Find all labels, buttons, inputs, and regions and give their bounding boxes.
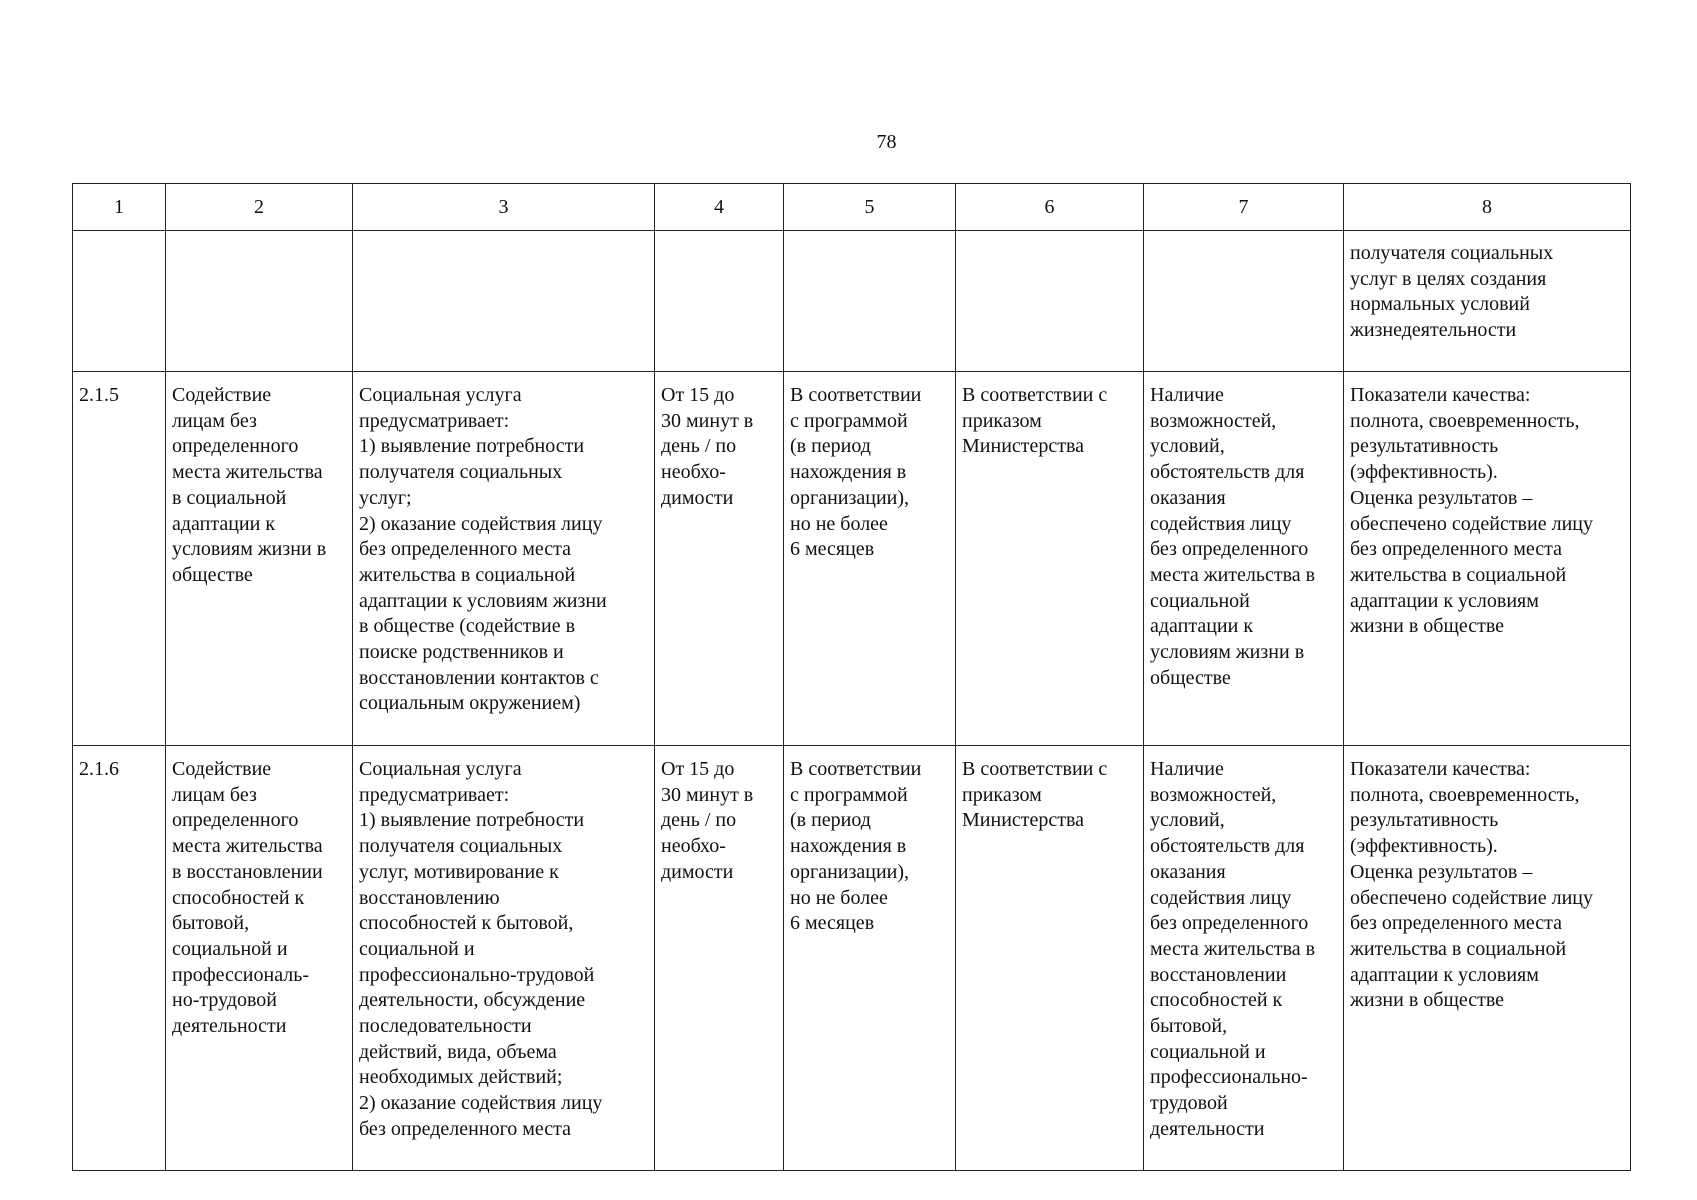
quality-cell: Показатели качества: полнота, своевременность, результативность (эффективность). Оценка результатов – обеспечено содействие лицу без определенного места жительства в социальной адаптации к условиям жизни в обществе [1344, 372, 1631, 746]
service-name-cell: Содействие лицам без определенного места жительства в социальной адаптации к условиям жизни в обществе [166, 372, 353, 746]
service-time-cell: От 15 до 30 минут в день / по необхо- димости [655, 372, 784, 746]
column-header-7: 7 [1144, 184, 1344, 231]
table-row [73, 372, 1631, 746]
service-description-cell: Социальная услуга предусматривает: 1) выявление потребности получателя социальных услуг; 2) оказание содействия лицу без определенного места жительства в социальной адаптации к условиям жизни в обществе (содействие в поиске родственников и восстановлении контактов с социальным окружением) [353, 372, 655, 746]
service-period-cell: В соответствии с программой (в период нахождения в организации), но не более 6 месяцев [784, 746, 956, 1171]
column-header-4: 4 [655, 184, 784, 231]
service-name-cell: Содействие лицам без определенного места жительства в восстановлении способностей к бытовой, социальной и профессиональ- но-трудовой деятельности [166, 746, 353, 1171]
empty-cell [166, 231, 353, 372]
quality-cell: Показатели качества: полнота, своевременность, результативность (эффективность). Оценка результатов – обеспечено содействие лицу без определенного места жительства в социальной адаптации к условиям жизни в обществе [1344, 746, 1631, 1171]
quality-cell: получателя социальных услуг в целях создания нормальных условий жизнедеятельности [1344, 231, 1631, 372]
column-header-2: 2 [166, 184, 353, 231]
table-row [73, 746, 1631, 1171]
service-conditions-cell: Наличие возможностей, условий, обстоятельств для оказания содействия лицу без определенного места жительства в социальной адаптации к условиям жизни в обществе [1144, 372, 1344, 746]
column-header-3: 3 [353, 184, 655, 231]
column-number-row [73, 184, 1631, 231]
empty-cell [956, 231, 1144, 372]
table-row-continuation [73, 231, 1631, 372]
empty-cell [655, 231, 784, 372]
service-time-cell: От 15 до 30 минут в день / по необхо- димости [655, 746, 784, 1171]
services-table [72, 183, 1631, 1171]
column-header-5: 5 [784, 184, 956, 231]
column-header-8: 8 [1344, 184, 1631, 231]
empty-cell [1144, 231, 1344, 372]
service-period-cell: В соответствии с программой (в период нахождения в организации), но не более 6 месяцев [784, 372, 956, 746]
empty-cell [353, 231, 655, 372]
empty-cell [784, 231, 956, 372]
service-description-cell: Социальная услуга предусматривает: 1) выявление потребности получателя социальных услуг, мотивирование к восстановлению способностей к бытовой, социальной и профессионально-трудовой деятельности, обсуждение последовательности действий, вида, объема необходимых действий; 2) оказание содействия лицу без определенного места [353, 746, 655, 1171]
service-number-cell: 2.1.5 [73, 372, 166, 746]
page-number: 78 [876, 131, 897, 153]
service-norm-cell: В соответствии с приказом Министерства [956, 372, 1144, 746]
service-conditions-cell: Наличие возможностей, условий, обстоятельств для оказания содействия лицу без определенного места жительства в восстановлении способностей к бытовой, социальной и профессионально- трудовой деятельности [1144, 746, 1344, 1171]
empty-cell [73, 231, 166, 372]
column-header-1: 1 [73, 184, 166, 231]
column-header-6: 6 [956, 184, 1144, 231]
service-norm-cell: В соответствии с приказом Министерства [956, 746, 1144, 1171]
service-number-cell: 2.1.6 [73, 746, 166, 1171]
